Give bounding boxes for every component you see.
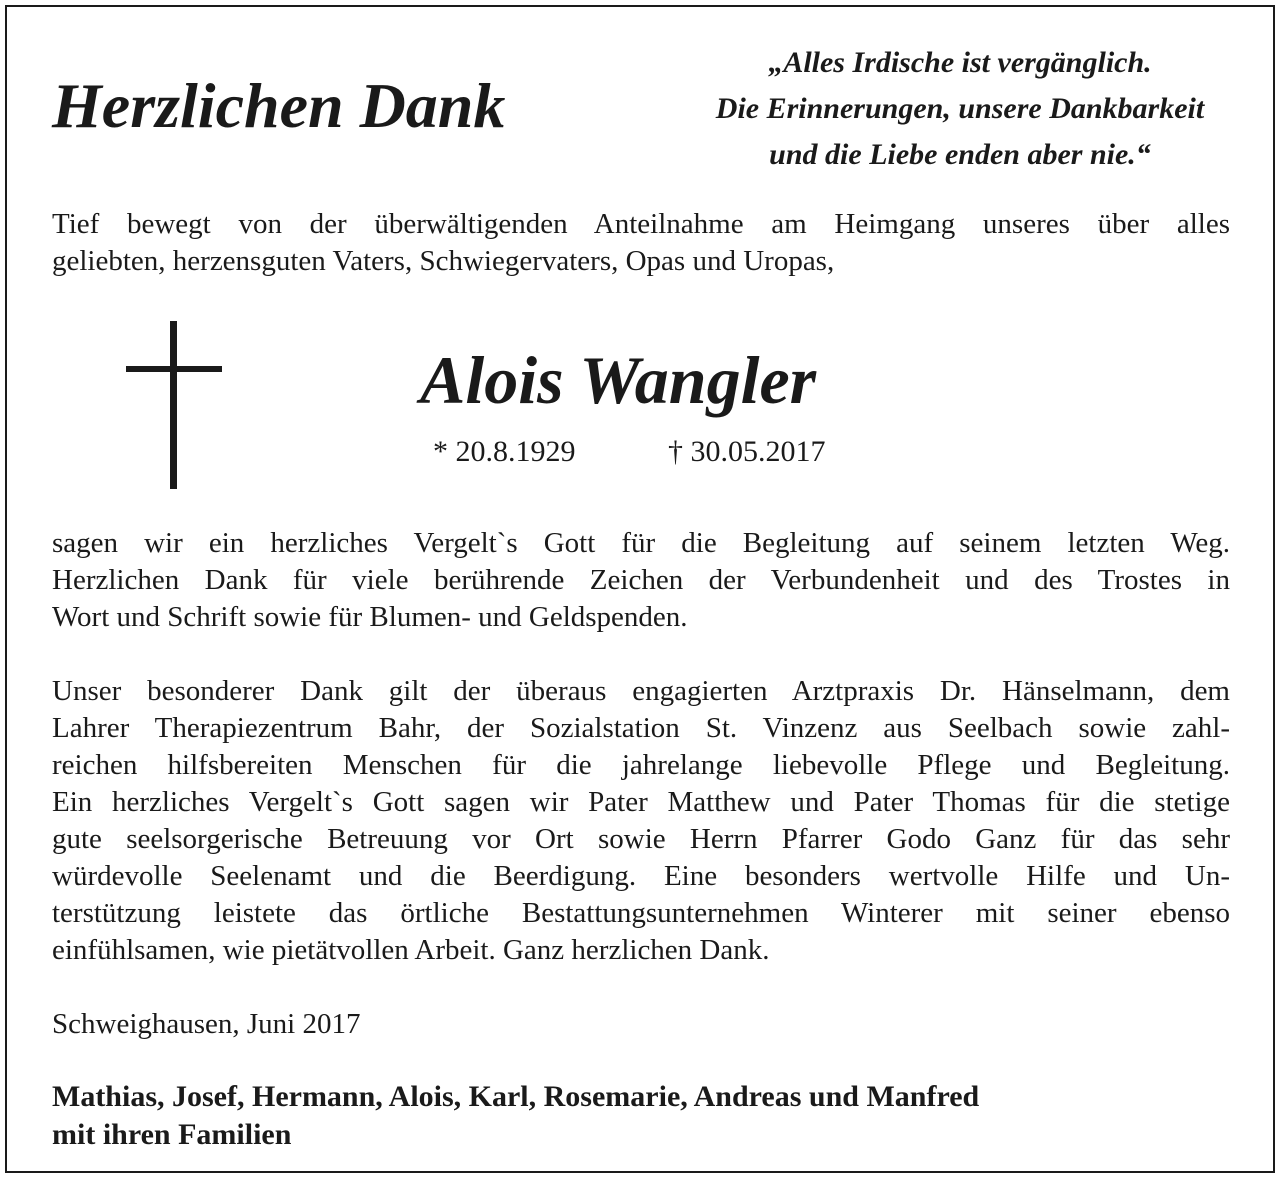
cross-vertical-bar bbox=[170, 321, 177, 489]
notice-title: Herzlichen Dank bbox=[52, 70, 506, 141]
thanks-line: sagen wir ein herzliches Vergelt`s Gott für die Begleitung auf seinem letzten Weg. bbox=[52, 527, 1230, 559]
special-thanks-line: Unser besonderer Dank gilt der überaus engagierten Arztpraxis Dr. Hänselmann, dem bbox=[52, 675, 1230, 707]
deceased-name: Alois Wangler bbox=[420, 342, 817, 418]
special-thanks-line: würdevolle Seelenamt und die Beerdigung. Eine besonders wertvolle Hilfe und Un- bbox=[52, 860, 1230, 892]
quote-line: und die Liebe enden aber nie.“ bbox=[769, 138, 1151, 171]
thanks-line: Wort und Schrift sowie für Blumen- und Geldspenden. bbox=[52, 601, 688, 633]
special-thanks-paragraph bbox=[52, 673, 1230, 969]
birth-date: * 20.8.1929 bbox=[433, 435, 576, 468]
special-thanks-line: gute seelsorgerische Betreuung vor Ort sowie Herrn Pfarrer Godo Ganz für das sehr bbox=[52, 823, 1230, 855]
special-thanks-line: Lahrer Therapiezentrum Bahr, der Sozialstation St. Vinzenz aus Seelbach sowie zahl- bbox=[52, 712, 1230, 744]
place-and-date: Schweighausen, Juni 2017 bbox=[52, 1008, 361, 1040]
intro-line: Tief bewegt von der überwältigenden Anteilnahme am Heimgang unseres über alles bbox=[52, 208, 1230, 240]
special-thanks-line: Ein herzliches Vergelt`s Gott sagen wir Pater Matthew und Pater Thomas für die stetige bbox=[52, 786, 1230, 818]
death-date: † 30.05.2017 bbox=[668, 435, 826, 468]
cross-horizontal-bar bbox=[126, 366, 222, 372]
special-thanks-line: terstützung leistete das örtliche Bestattungsunternehmen Winterer mit seiner ebenso bbox=[52, 897, 1230, 929]
special-thanks-line: reichen hilfsbereiten Menschen für die jahrelange liebevolle Pflege und Begleitung. bbox=[52, 749, 1230, 781]
quote-line: Die Erinnerungen, unsere Dankbarkeit bbox=[715, 92, 1205, 125]
signature-block bbox=[52, 1078, 979, 1154]
signature-names: Mathias, Josef, Hermann, Alois, Karl, Rosemarie, Andreas und Manfred bbox=[52, 1080, 980, 1113]
intro-paragraph bbox=[52, 206, 1230, 280]
thanks-line: Herzlichen Dank für viele berührende Zeichen der Verbundenheit und des Trostes in bbox=[52, 564, 1230, 596]
memorial-quote bbox=[660, 40, 1260, 178]
signature-families: mit ihren Familien bbox=[52, 1118, 292, 1151]
quote-line: „Alles Irdische ist vergänglich. bbox=[768, 46, 1152, 79]
special-thanks-line: einfühlsamen, wie pietätvollen Arbeit. Ganz herzlichen Dank. bbox=[52, 934, 770, 966]
cross-icon bbox=[126, 321, 222, 489]
thanks-paragraph bbox=[52, 525, 1230, 636]
intro-line: geliebten, herzensguten Vaters, Schwiegervaters, Opas und Uropas, bbox=[52, 245, 835, 277]
